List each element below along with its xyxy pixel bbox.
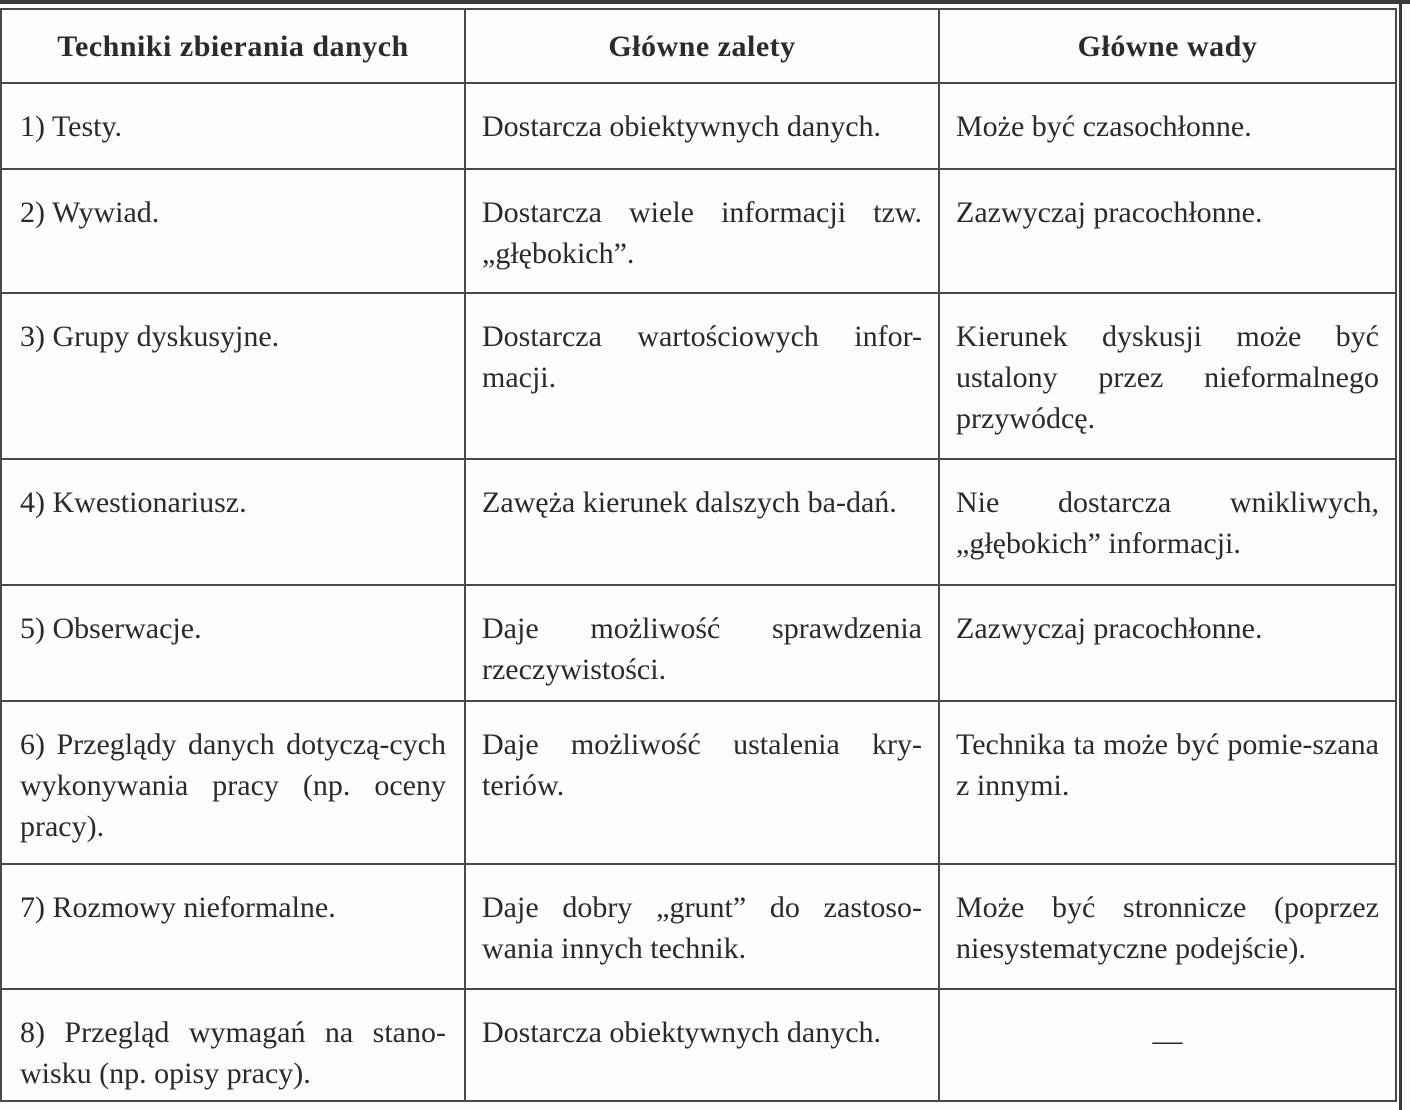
disadvantages-text: Może być czasochłonne. [956, 110, 1252, 143]
table-row [1, 459, 1396, 585]
advantages-text: Dostarcza wiele informacji tzw. „głębokich”. [482, 196, 922, 270]
empty-dash: — [1152, 1024, 1183, 1057]
technique-text: 2) Wywiad. [20, 196, 160, 229]
header-techniques: Techniki zbierania danych [1, 9, 465, 83]
disadvantages-text: Może być stronnicze (poprzez niesystematyczne podejście). [956, 891, 1379, 965]
advantages-text: Zawęża kierunek dalszych ba-dań. [482, 486, 897, 519]
disadvantages-cell [939, 989, 1396, 1101]
table-row [1, 864, 1396, 989]
advantages-cell [465, 459, 939, 585]
technique-text: 1) Testy. [20, 110, 123, 143]
disadvantages-cell [939, 83, 1396, 169]
table-header-row [1, 9, 1396, 83]
technique-cell [1, 83, 465, 169]
right-border-rule [1399, 0, 1402, 1110]
technique-cell [1, 864, 465, 989]
technique-cell [1, 293, 465, 459]
technique-text: 3) Grupy dyskusyjne. [20, 320, 280, 353]
technique-cell [1, 989, 465, 1101]
advantages-cell [465, 701, 939, 864]
disadvantages-text: Zazwyczaj pracochłonne. [956, 196, 1263, 229]
disadvantages-text: Technika ta może być pomie-szana z innymi. [956, 728, 1379, 802]
disadvantages-cell [939, 585, 1396, 701]
disadvantages-cell [939, 169, 1396, 293]
table-row [1, 83, 1396, 169]
technique-cell [1, 459, 465, 585]
disadvantages-cell [939, 701, 1396, 864]
disadvantages-cell [939, 459, 1396, 585]
header-disadvantages: Główne wady [939, 9, 1396, 83]
technique-cell [1, 585, 465, 701]
table-row [1, 293, 1396, 459]
disadvantages-text: Nie dostarcza wnikliwych, „głębokich” informacji. [956, 486, 1379, 560]
technique-text: 5) Obserwacje. [20, 612, 202, 645]
advantages-cell [465, 293, 939, 459]
table-row [1, 701, 1396, 864]
disadvantages-cell [939, 293, 1396, 459]
disadvantages-text: Zazwyczaj pracochłonne. [956, 612, 1263, 645]
disadvantages-cell [939, 864, 1396, 989]
technique-cell [1, 701, 465, 864]
table-row [1, 585, 1396, 701]
top-border-rule [0, 0, 1410, 4]
advantages-text: Daje możliwość ustalenia kry-teriów. [482, 728, 922, 802]
advantages-cell [465, 864, 939, 989]
technique-text: 8) Przegląd wymagań na stano-wisku (np. opisy pracy). [20, 1016, 446, 1090]
technique-text: 7) Rozmowy nieformalne. [20, 891, 336, 924]
advantages-text: Daje możliwość sprawdzenia rzeczywistości. [482, 612, 922, 686]
header-advantages: Główne zalety [465, 9, 939, 83]
advantages-text: Dostarcza obiektywnych danych. [482, 1016, 882, 1049]
technique-text: 6) Przeglądy danych dotyczą-cych wykonywania pracy (np. oceny pracy). [20, 728, 446, 843]
table-row [1, 169, 1396, 293]
table-row [1, 989, 1396, 1101]
technique-cell [1, 169, 465, 293]
advantages-cell [465, 83, 939, 169]
advantages-cell [465, 585, 939, 701]
advantages-text: Dostarcza obiektywnych danych. [482, 110, 882, 143]
advantages-text: Daje dobry „grunt” do zastoso-wania innych technik. [482, 891, 922, 965]
data-collection-techniques-table [0, 8, 1397, 1102]
technique-text: 4) Kwestionariusz. [20, 486, 247, 519]
advantages-text: Dostarcza wartościowych infor-macji. [482, 320, 922, 394]
advantages-cell [465, 169, 939, 293]
disadvantages-text: Kierunek dyskusji może być ustalony przez nieformalnego przywódcę. [956, 320, 1379, 435]
advantages-cell [465, 989, 939, 1101]
